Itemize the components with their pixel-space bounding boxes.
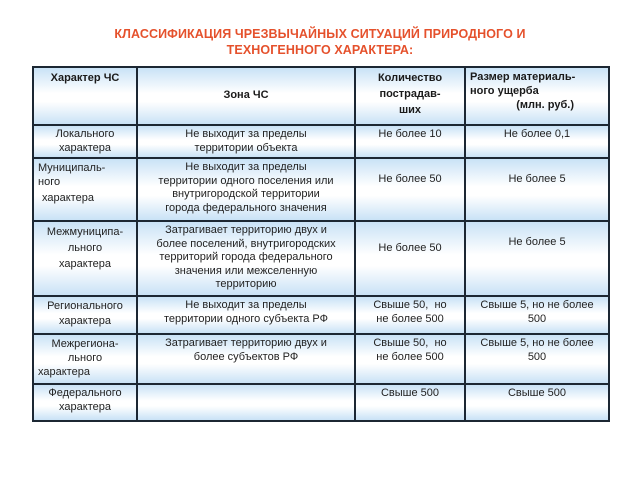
cell-zone — [137, 221, 355, 296]
cell-line: Регионального — [47, 300, 123, 312]
cell-damage — [465, 125, 609, 158]
cell-line: Межрегиона- — [51, 338, 119, 350]
cell-line: Не более 5 — [508, 236, 566, 248]
cell-zone — [137, 125, 355, 158]
cell-line: Свыше 5, но не более — [480, 337, 594, 349]
table-row — [33, 384, 609, 421]
cell-damage — [465, 158, 609, 221]
header-zone-label: Зона ЧС — [223, 89, 269, 102]
cell-line: территорию — [215, 278, 277, 290]
cell-line: Свыше 5, но не более — [480, 299, 594, 311]
cell-line: более субъектов РФ — [193, 350, 299, 363]
cell-line: Затрагивает территорию двух и — [165, 224, 327, 236]
header-character — [33, 67, 137, 125]
table-row — [33, 221, 609, 296]
cell-line: характера — [59, 400, 111, 413]
cell-line: Не более 10 — [378, 128, 442, 140]
cell-line: Затрагивает территорию двух и — [165, 337, 327, 349]
cell-line: значения или межселенную — [174, 264, 318, 277]
cell-line: Муниципаль- — [38, 162, 106, 174]
cell-victims — [355, 334, 465, 384]
page-title — [60, 26, 580, 58]
cell-character — [33, 334, 137, 384]
cell-line: города федерального значения — [165, 201, 327, 214]
cell-line: Не более 50 — [378, 173, 442, 185]
cell-line: Свыше 500 — [507, 387, 567, 399]
cell-character — [33, 125, 137, 158]
header-damage-line: ного ущерба — [470, 85, 539, 97]
title-line-2: ТЕХНОГЕННОГО ХАРАКТЕРА: — [226, 43, 414, 57]
cell-line: льного — [67, 352, 103, 364]
cell-victims — [355, 125, 465, 158]
cell-line: Свыше 50, но — [373, 337, 447, 349]
table-row — [33, 125, 609, 158]
cell-line: ного — [38, 176, 61, 188]
cell-line: 500 — [527, 350, 547, 363]
header-damage-unit: (млн. руб.) — [516, 99, 574, 111]
title-line-1: КЛАССИФИКАЦИЯ ЧРЕЗВЫЧАЙНЫХ СИТУАЦИЙ ПРИРОДНОГО И — [114, 27, 526, 41]
cell-line: более поселений, внутригородских — [156, 237, 336, 250]
table-row — [33, 296, 609, 334]
cell-line: Свыше 500 — [380, 387, 440, 399]
cell-damage — [465, 221, 609, 296]
header-victims-line: Количество — [377, 72, 443, 84]
cell-victims — [355, 221, 465, 296]
cell-line: территории одного субъекта РФ — [164, 312, 328, 325]
cell-damage — [465, 296, 609, 334]
header-damage-line: Размер материаль- — [470, 71, 576, 83]
header-victims-line: ших — [398, 104, 422, 116]
cell-victims — [355, 384, 465, 421]
cell-line: территорий города федерального — [159, 251, 333, 263]
header-victims — [355, 67, 465, 125]
cell-character — [33, 221, 137, 296]
cell-line: Не более 5 — [508, 173, 566, 185]
cell-zone — [137, 158, 355, 221]
header-character-label: Характер ЧС — [50, 72, 120, 84]
cell-line: льного — [67, 242, 103, 254]
cell-line: Не более 50 — [378, 242, 442, 254]
table-row — [33, 158, 609, 221]
cell-line: внутригородской территории — [172, 188, 320, 200]
cell-line: Федерального — [48, 387, 122, 399]
cell-line: Не выходит за пределы — [185, 128, 307, 140]
cell-line: не более 500 — [376, 350, 444, 363]
cell-line: характера — [59, 141, 111, 154]
header-row — [33, 67, 609, 125]
cell-zone — [137, 334, 355, 384]
cell-victims — [355, 296, 465, 334]
header-victims-line: пострадав- — [379, 88, 441, 100]
cell-line: характера — [59, 315, 111, 327]
cell-line: Не выходит за пределы — [185, 299, 307, 311]
cell-character — [33, 384, 137, 421]
cell-zone-empty — [137, 384, 355, 421]
cell-victims — [355, 158, 465, 221]
cell-line: территории одного поселения или — [158, 174, 334, 187]
cell-line: Не выходит за пределы — [185, 161, 307, 173]
cell-line: характера — [38, 366, 90, 378]
cell-character — [33, 296, 137, 334]
cell-zone — [137, 296, 355, 334]
cell-line: Свыше 50, но — [373, 299, 447, 311]
table-row — [33, 334, 609, 384]
cell-line: характера — [59, 258, 111, 270]
cell-line: не более 500 — [376, 312, 444, 325]
cell-damage — [465, 384, 609, 421]
cell-line: 500 — [527, 312, 547, 325]
header-damage — [465, 67, 609, 125]
cell-line: территории объекта — [194, 141, 298, 154]
cell-character — [33, 158, 137, 221]
cell-line: Межмуниципа- — [46, 226, 124, 238]
cell-line: Не более 0,1 — [503, 128, 571, 140]
cell-damage — [465, 334, 609, 384]
cell-line: Локального — [55, 128, 115, 140]
classification-table — [32, 66, 610, 422]
header-zone — [137, 67, 355, 125]
cell-line: характера — [42, 192, 94, 204]
